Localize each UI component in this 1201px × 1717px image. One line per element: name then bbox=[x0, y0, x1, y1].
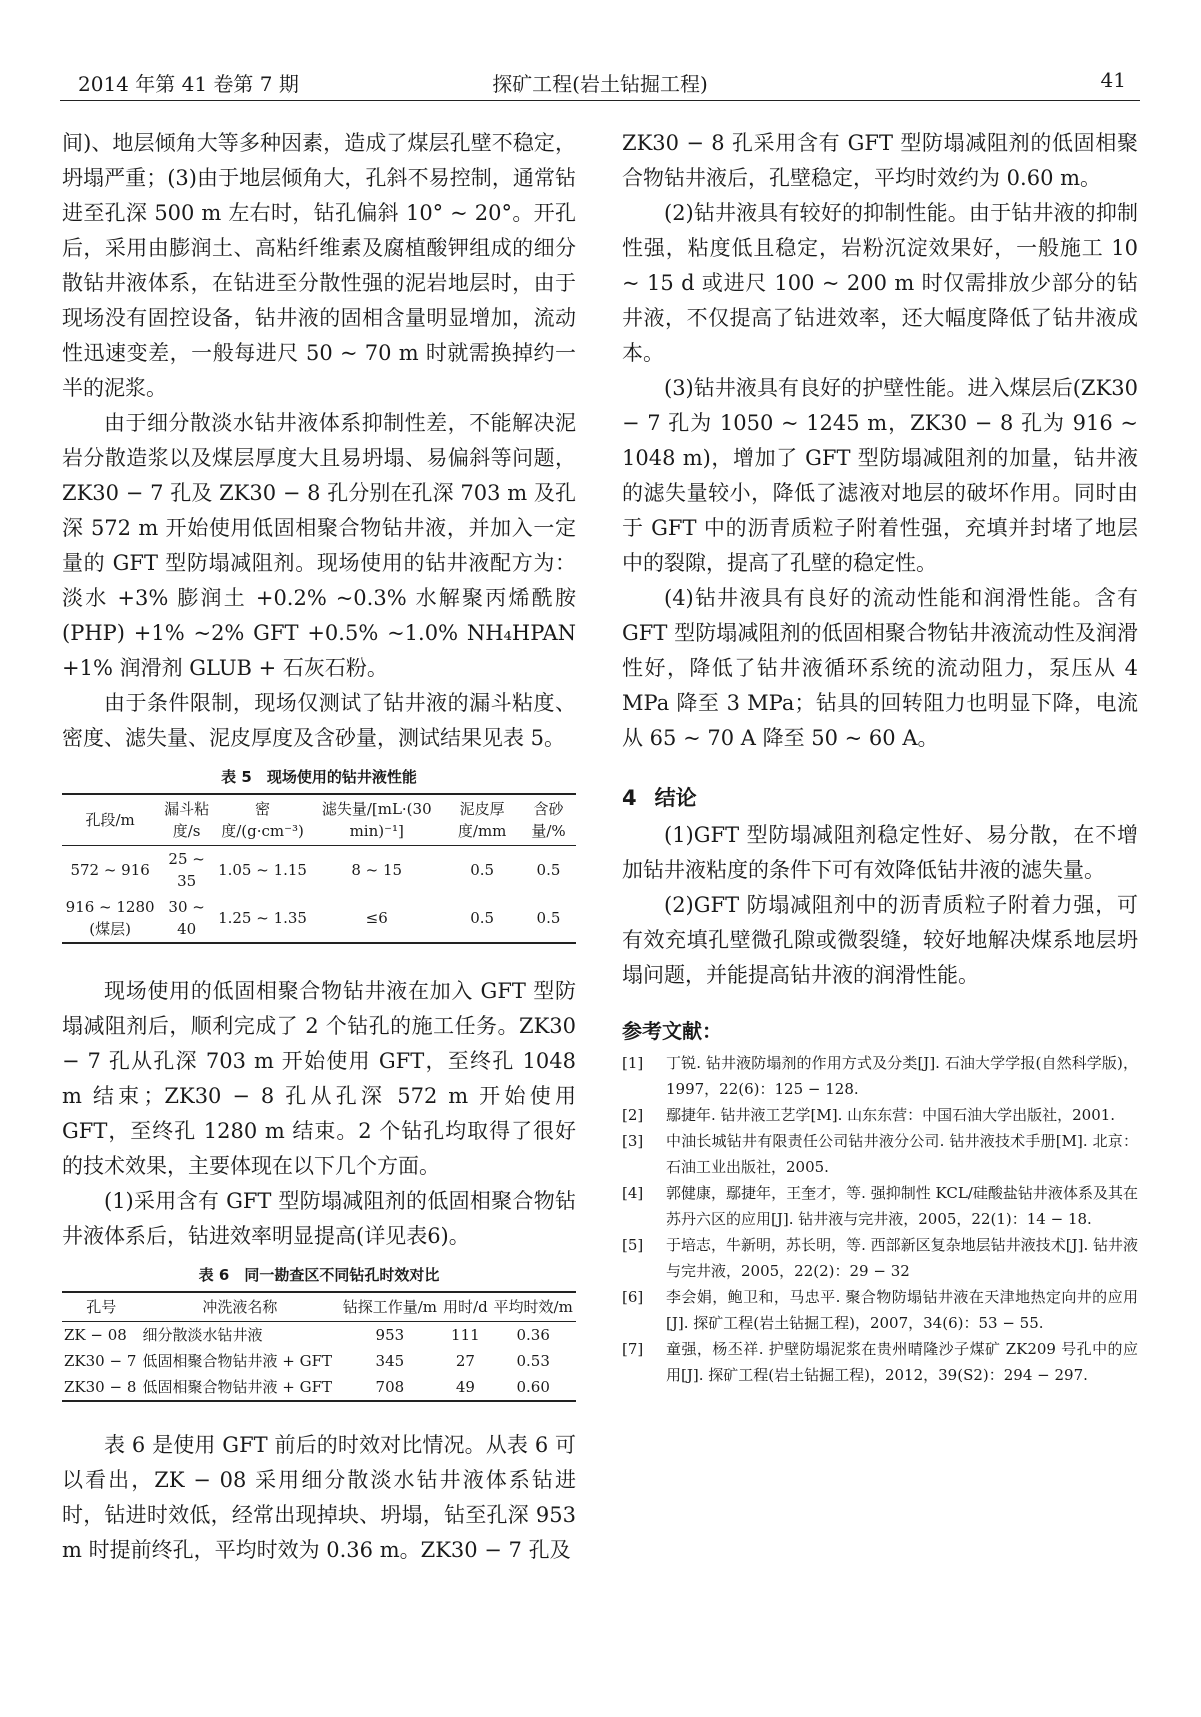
table-cell: 0.53 bbox=[516, 1352, 550, 1370]
reference-item bbox=[622, 1232, 1138, 1284]
table-6 bbox=[62, 1291, 576, 1402]
table-cell: 1.25 ~ 1.35 bbox=[215, 894, 310, 943]
left-column bbox=[62, 126, 576, 1568]
reference-number: [5] bbox=[622, 1236, 644, 1254]
table-header: 滤失量/[mL·(30 min)⁻¹] bbox=[310, 794, 443, 846]
table-cell: 0.5 bbox=[470, 861, 495, 879]
references-heading: 参考文献： bbox=[622, 1019, 722, 1043]
table-cell: 111 bbox=[451, 1326, 480, 1344]
reference-number: [6] bbox=[622, 1288, 644, 1306]
reference-number: [3] bbox=[622, 1132, 644, 1150]
table-5-caption: 表 5 现场使用的钻井液性能 bbox=[221, 768, 417, 786]
table-header: 密度/(g·cm⁻³) bbox=[215, 794, 310, 846]
table-cell: 低固相聚合物钻井液 + GFT bbox=[142, 1352, 332, 1370]
section-number: 4 bbox=[622, 786, 637, 810]
table-cell: 953 bbox=[375, 1326, 405, 1344]
table-header: 泥皮厚度/mm bbox=[443, 794, 521, 846]
table-cell: ZK30 − 8 bbox=[62, 1374, 140, 1401]
table-cell: 0.36 bbox=[516, 1326, 550, 1344]
table-row bbox=[62, 1348, 576, 1374]
paragraph: (3)钻井液具有良好的护壁性能。进入煤层后(ZK30 − 7 孔为 1050 ~ 1245 m，ZK30 − 8 孔为 916 ~ 1048 m)，增加了 GFT 型防塌减阻剂的加量，钻井液的滤失量较小，降低了滤液对地层的破坏作用。同时由于 GFT 中的沥青质粒子附着性强，充填并封堵了地层中的裂隙，提高了孔壁的稳定性。 bbox=[622, 376, 1138, 575]
reference-text: 于培志，牛新明，苏长明，等. 西部新区复杂地层钻井液技术[J]. 钻井液与完井液，2005，22(2)：29 − 32 bbox=[666, 1236, 1138, 1280]
table-cell: 27 bbox=[455, 1352, 475, 1370]
reference-number: [2] bbox=[622, 1106, 644, 1124]
reference-number: [4] bbox=[622, 1184, 644, 1202]
journal-name: 探矿工程(岩土钻掘工程) bbox=[492, 72, 708, 96]
paragraph: 现场使用的低固相聚合物钻井液在加入 GFT 型防塌减阻剂后，顺利完成了 2 个钻孔的施工任务。ZK30 − 7 孔从孔深 703 m 开始使用 GFT，至终孔 1048 m 结束；ZK30 − 8 孔从孔深 572 m 开始使用 GFT，至终孔 1280 m 结束。2 个钻孔均取得了很好的技术效果，主要体现在以下几个方面。 bbox=[62, 979, 576, 1178]
section-title: 结论 bbox=[654, 786, 697, 810]
table-6-caption: 表 6 同一勘查区不同钻孔时效对比 bbox=[198, 1266, 440, 1284]
table-cell: 8 ~ 15 bbox=[351, 861, 403, 879]
paragraph: 间)、地层倾角大等多种因素，造成了煤层孔壁不稳定，坍塌严重；(3)由于地层倾角大，孔斜不易控制，通常钻进至孔深 500 m 左右时，钻孔偏斜 10° ~ 20°。开孔后，采用由膨润土、高粘纤维素及腐植酸钾组成的细分散钻井液体系，在钻进至分散性强的泥岩地层时，由于现场没有固控设备，钻井液的固相含量明显增加，流动性迅速变差，一般每进尺 50 ~ 70 m 时就需换掉约一半的泥浆。 bbox=[62, 131, 576, 400]
table-header: 钻探工作量/m bbox=[339, 1292, 440, 1322]
paragraph: 由于条件限制，现场仅测试了钻井液的漏斗粘度、密度、滤失量、泥皮厚度及含砂量，测试结果见表 5。 bbox=[62, 691, 576, 750]
reference-item bbox=[622, 1050, 1138, 1102]
reference-text: 郭健康，鄢捷年，王奎才，等. 强抑制性 KCL/硅酸盐钻井液体系及其在苏丹六区的应用[J]. 钻井液与完井液，2005，22(1)：14 − 18. bbox=[666, 1184, 1138, 1228]
paragraph: 由于细分散淡水钻井液体系抑制性差，不能解决泥岩分散造浆以及煤层厚度大且易坍塌、易偏斜等问题，ZK30 − 7 孔及 ZK30 − 8 孔分别在孔深 703 m 及孔深 572 m 开始使用低固相聚合物钻井液，并加入一定量的 GFT 型防塌减阻剂。现场使用的钻井液配方为：淡水 +3% 膨润土 +0.2% ~0.3% 水解聚丙烯酰胺(PHP) +1% ~2% GFT +0.5% ~1.0% NH₄HPAN +1% 润滑剂 GLUB + 石灰石粉。 bbox=[62, 411, 576, 680]
table-cell: ZK − 08 bbox=[64, 1326, 127, 1344]
table-cell: 0.5 bbox=[536, 861, 561, 879]
paragraph: (1)采用含有 GFT 型防塌减阻剂的低固相聚合物钻井液体系后，钻进效率明显提高(详见表6)。 bbox=[62, 1189, 576, 1248]
reference-text: 中油长城钻井有限责任公司钻井液分公司. 钻井液技术手册[M]. 北京：石油工业出版社，2005. bbox=[666, 1132, 1138, 1176]
section-heading bbox=[622, 782, 1138, 812]
reference-number: [1] bbox=[622, 1054, 644, 1072]
table-cell: 572 ~ 916 bbox=[70, 861, 150, 879]
table-header: 漏斗粘度/s bbox=[158, 794, 215, 846]
paragraph: (1)GFT 型防塌减阻剂稳定性好、易分散，在不增加钻井液粘度的条件下可有效降低钻井液的滤失量。 bbox=[622, 823, 1138, 882]
running-header bbox=[60, 60, 1140, 101]
right-column bbox=[622, 126, 1138, 1388]
reference-item bbox=[622, 1128, 1138, 1180]
table-cell: 49 bbox=[440, 1374, 490, 1401]
table-header: 用时/d bbox=[440, 1292, 490, 1322]
paragraph: (2)GFT 防塌减阻剂中的沥青质粒子附着力强，可有效充填孔壁微孔隙或微裂缝，较好地解决煤系地层坍塌问题，并能提高钻井液的润滑性能。 bbox=[622, 893, 1138, 987]
issue-info: 2014 年第 41 卷第 7 期 bbox=[78, 72, 299, 96]
table-header: 平均时效/m bbox=[490, 1292, 576, 1322]
paragraph: (2)钻井液具有较好的抑制性能。由于钻井液的抑制性强，粘度低且稳定，岩粉沉淀效果好，一般施工 10 ~ 15 d 或进尺 100 ~ 200 m 时仅需排放少部分的钻井液，不仅提高了钻进效率，还大幅度降低了钻井液成本。 bbox=[622, 201, 1138, 365]
table-header: 孔号 bbox=[62, 1292, 140, 1322]
table-5 bbox=[62, 793, 576, 944]
table-cell: 0.5 bbox=[443, 894, 521, 943]
reference-text: 丁锐. 钻井液防塌剂的作用方式及分类[J]. 石油大学学报(自然科学版)，1997，22(6)：125 − 128. bbox=[666, 1054, 1138, 1098]
table-cell: 1.05 ~ 1.15 bbox=[218, 861, 307, 879]
reference-item bbox=[622, 1284, 1138, 1336]
table-cell: 916 ~ 1280 (煤层) bbox=[62, 894, 158, 943]
paragraph: 表 6 是使用 GFT 前后的时效对比情况。从表 6 可以看出，ZK − 08 采用细分散淡水钻井液体系钻进时，钻进时效低，经常出现掉块、坍塌，钻至孔深 953 m 时提前终孔，平均时效为 0.36 m。ZK30 − 7 孔及 bbox=[62, 1433, 576, 1562]
table-header: 冲洗液名称 bbox=[140, 1292, 339, 1322]
reference-text: 童强，杨丕祥. 护壁防塌泥浆在贵州晴隆沙子煤矿 ZK209 号孔中的应用[J]. 探矿工程(岩土钻掘工程)，2012，39(S2)：294 − 297. bbox=[666, 1340, 1138, 1384]
table-cell: 低固相聚合物钻井液 + GFT bbox=[140, 1374, 339, 1401]
table-row bbox=[62, 846, 576, 895]
table-cell: ZK30 − 7 bbox=[64, 1352, 137, 1370]
table-cell: 708 bbox=[339, 1374, 440, 1401]
reference-number: [7] bbox=[622, 1340, 644, 1358]
table-cell: 345 bbox=[375, 1352, 405, 1370]
paragraph: (4)钻井液具有良好的流动性能和润滑性能。含有 GFT 型防塌减阻剂的低固相聚合物钻井液流动性及润滑性好，降低了钻井液循环系统的流动阻力，泵压从 4 MPa 降至 3 MPa；钻具的回转阻力也明显下降，电流从 65 ~ 70 A 降至 50 ~ 60 A。 bbox=[622, 586, 1138, 750]
reference-item bbox=[622, 1336, 1138, 1388]
paragraph: ZK30 − 8 孔采用含有 GFT 型防塌减阻剂的低固相聚合物钻井液后，孔壁稳定，平均时效约为 0.60 m。 bbox=[622, 131, 1138, 190]
table-row bbox=[62, 1322, 576, 1349]
table-cell: 0.5 bbox=[521, 894, 576, 943]
reference-text: 鄢捷年. 钻井液工艺学[M]. 山东东营：中国石油大学出版社，2001. bbox=[666, 1106, 1116, 1124]
table-header: 孔段/m bbox=[62, 794, 158, 846]
table-row bbox=[62, 1374, 576, 1401]
reference-text: 李会娟，鲍卫和，马忠平. 聚合物防塌钻井液在天津地热定向井的应用[J]. 探矿工程(岩土钻掘工程)，2007，34(6)：53 − 55. bbox=[666, 1288, 1138, 1332]
table-header: 含砂量/% bbox=[521, 794, 576, 846]
table-cell: 25 ~ 35 bbox=[168, 850, 205, 890]
table-cell: 细分散淡水钻井液 bbox=[142, 1326, 263, 1344]
table-cell: ≤6 bbox=[310, 894, 443, 943]
table-cell: 30 ~ 40 bbox=[158, 894, 215, 943]
reference-item bbox=[622, 1102, 1138, 1128]
table-cell: 0.60 bbox=[490, 1374, 576, 1401]
reference-item bbox=[622, 1180, 1138, 1232]
page-number: 41 bbox=[1100, 68, 1126, 92]
table-row bbox=[62, 894, 576, 943]
